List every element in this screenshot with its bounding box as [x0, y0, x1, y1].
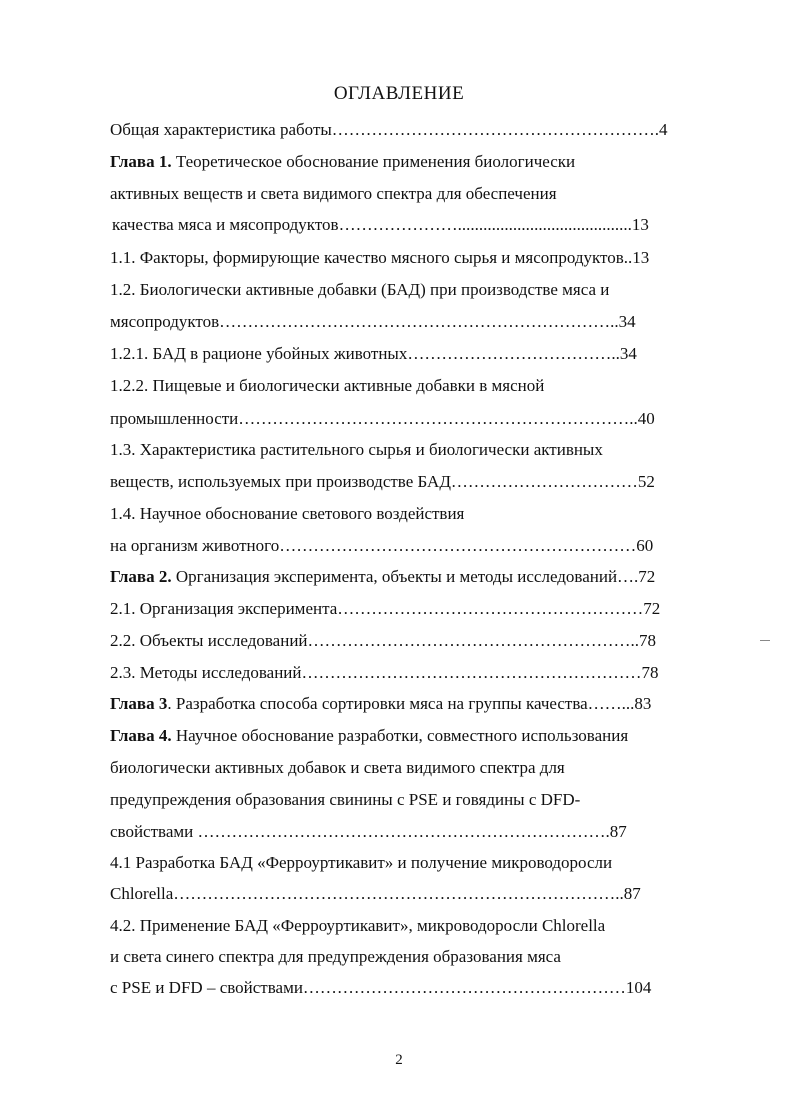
- toc-entry: [110, 376, 544, 396]
- toc-entry-text: 1.2. Биологически активные добавки (БАД) при производстве мяса и: [110, 280, 610, 299]
- toc-entry: [110, 822, 627, 842]
- toc-entry-text: свойствами ……………………………………………………………….87: [110, 822, 627, 841]
- toc-entry-text: 4.1 Разработка БАД «Ферроуртикавит» и получение микроводоросли: [110, 853, 613, 872]
- toc-entry: [110, 312, 636, 332]
- toc-entry: [110, 663, 659, 683]
- page-title: ОГЛАВЛЕНИЕ: [333, 83, 465, 104]
- page-number: 2: [395, 1052, 403, 1068]
- toc-entry: [110, 853, 612, 873]
- toc-entry: [110, 916, 605, 936]
- toc-entry-text: 4.2. Применение БАД «Ферроуртикавит», микроводоросли Chlorella: [110, 916, 606, 935]
- toc-entry: [110, 978, 651, 998]
- toc-entry-text: Научное обоснование разработки, совместного использования: [171, 726, 629, 745]
- toc-entry-text: активных веществ и света видимого спектра для обеспечения: [110, 184, 557, 203]
- toc-entry: [110, 248, 649, 268]
- toc-entry-text: 1.2.2. Пищевые и биологически активные добавки в мясной: [110, 376, 545, 395]
- toc-entry-text: 2.3. Методы исследований……………………………………………………78: [110, 663, 659, 682]
- toc-entry: [110, 758, 565, 778]
- toc-chapter-label: Глава 4.: [110, 726, 172, 745]
- toc-chapter-label: Глава 2.: [110, 567, 172, 586]
- toc-entry-text: с PSE и DFD – свойствами…………………………………………………104: [110, 978, 652, 997]
- toc-entry-text: качества мяса и мясопродуктов………………….........................................13: [112, 215, 649, 234]
- toc-entry: [110, 440, 603, 460]
- toc-entry: [110, 344, 637, 364]
- toc-entry-text: 2.2. Объекты исследований…………………………………………………..78: [110, 631, 657, 650]
- toc-entry-text: на организм животного………………………………………………………60: [110, 536, 654, 555]
- toc-entry: [110, 504, 464, 524]
- toc-entry-text: Организация эксперимента, объекты и методы исследований….72: [171, 567, 656, 586]
- toc-entry-text: промышленности……………………………………………………………..40: [110, 409, 655, 428]
- toc-chapter-label: Глава 1.: [110, 152, 172, 171]
- toc-entry: [110, 409, 655, 429]
- scan-artifact: [760, 640, 770, 641]
- toc-entry: [112, 215, 649, 235]
- toc-entry-text: веществ, используемых при производстве БАД……………………………52: [110, 472, 655, 491]
- toc-entry: [110, 120, 668, 140]
- toc-entry: [110, 631, 656, 651]
- toc-entry: [110, 536, 653, 556]
- toc-entry-text: 1.1. Факторы, формирующие качество мясного сырья и мясопродуктов..13: [110, 248, 650, 267]
- toc-entry: [110, 947, 561, 967]
- toc-entry: [110, 567, 655, 587]
- toc-entry-text: Общая характеристика работы………………………………………………….4: [110, 120, 668, 139]
- toc-entry-text: Теоретическое обоснование применения биологически: [171, 152, 576, 171]
- toc-entry-text: Chlorella……………………………………………………………………..87: [110, 884, 641, 903]
- toc-entry: [110, 280, 609, 300]
- toc-chapter-label: Глава 3: [110, 694, 168, 713]
- toc-entry: [110, 472, 655, 492]
- toc-entry: [110, 790, 580, 810]
- toc-entry-text: биологически активных добавок и света видимого спектра для: [110, 758, 565, 777]
- toc-entry-text: . Разработка способа сортировки мяса на группы качества……...83: [167, 694, 652, 713]
- toc-entry-text: 2.1. Организация эксперимента………………………………………………72: [110, 599, 661, 618]
- toc-entry: [110, 599, 660, 619]
- toc-entry: [110, 726, 628, 746]
- toc-entry-text: мясопродуктов……………………………………………………………..34: [110, 312, 636, 331]
- toc-entry-text: предупреждения образования свинины с PSE и говядины с DFD-: [110, 790, 581, 809]
- toc-entry: [110, 184, 557, 204]
- toc-entry-text: 1.4. Научное обоснование светового воздействия: [110, 504, 465, 523]
- toc-entry: [110, 884, 641, 904]
- toc-entry-text: 1.2.1. БАД в рационе убойных животных………………………………..34: [110, 344, 637, 363]
- toc-entry: [110, 152, 575, 172]
- toc-entry-text: 1.3. Характеристика растительного сырья и биологически активных: [110, 440, 603, 459]
- toc-entry: [110, 694, 651, 714]
- toc-entry-text: и света синего спектра для предупреждения образования мяса: [110, 947, 561, 966]
